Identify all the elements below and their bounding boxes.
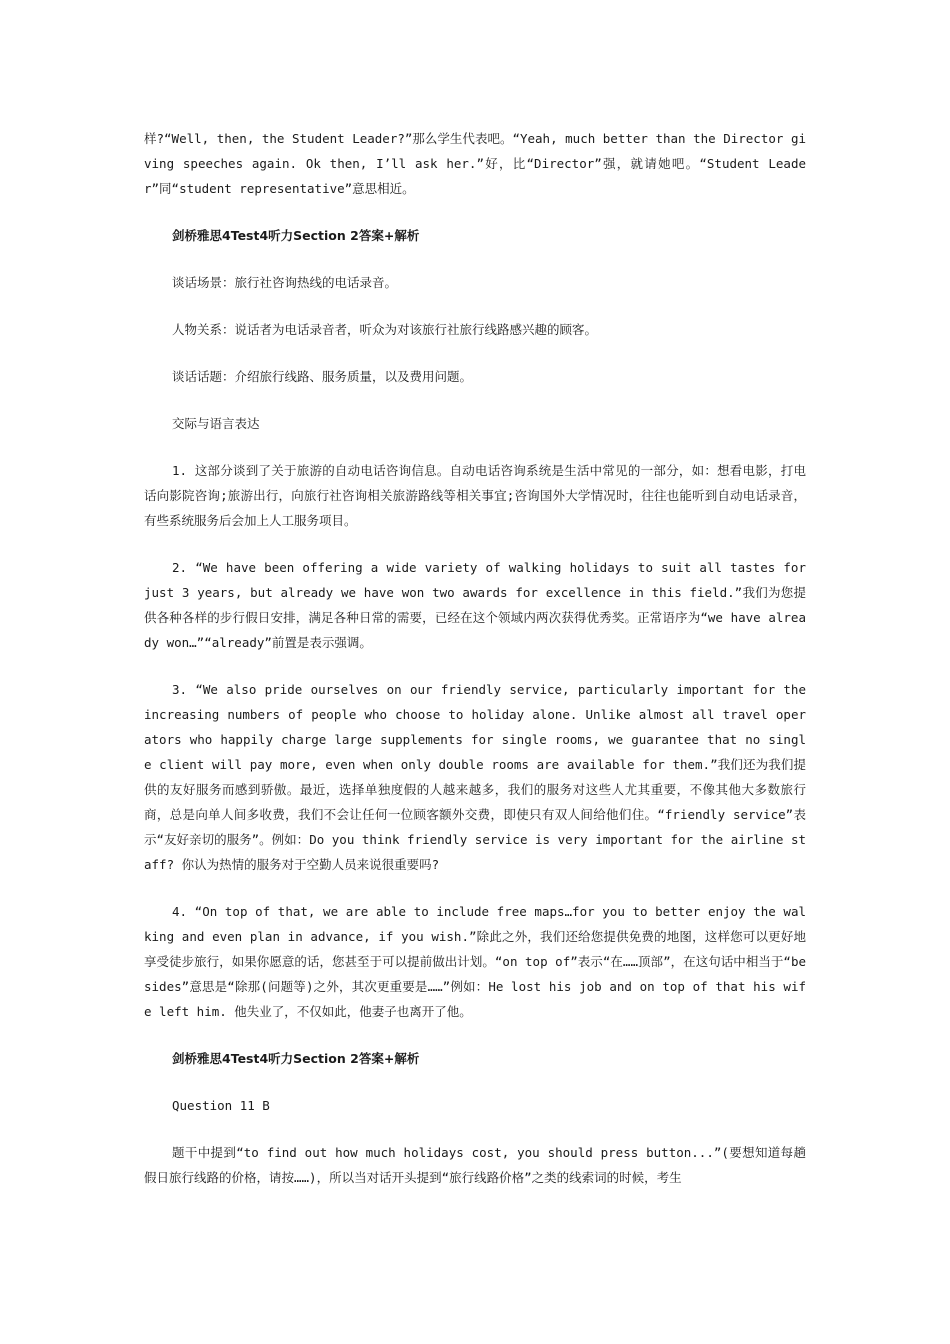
document-page bbox=[144, 126, 806, 1212]
communication-heading: 交际与语言表达 bbox=[172, 416, 260, 431]
scene-paragraph: 谈话场景：旅行社咨询热线的电话录音。 bbox=[172, 275, 398, 290]
item-2-paragraph: 2. “We have been offering a wide variety of walking holidays to suit all tastes for just 3 years, but already we have won two awards for excellence in this field.”我们为您提供各种各样的步行假日安排，满足各种日常的需要，已经在这个领域内两次获得优秀奖。正常语序为“we have already won…”“already”前置是表示强调。 bbox=[144, 560, 806, 650]
relation-paragraph: 人物关系：说话者为电话录音者，听众为对该旅行社旅行线路感兴趣的顾客。 bbox=[172, 322, 598, 337]
answers-heading: 剑桥雅思4Test4听力Section 2答案+解析 bbox=[172, 1051, 420, 1066]
item-4-paragraph: 4. “On top of that, we are able to include free maps…for you to better enjoy the walking and even plan in advance, if you wish.”除此之外，我们还给您提供免费的地图，这样您可以更好地享受徒步旅行，如果你愿意的话，您甚至于可以提前做出计划。“on top of”表示“在……顶部”，在这句话中相当于“besides”意思是“除那(问题等)之外，其次更重要是……”例如：He lost his job and on top of that his wife left him. 他失业了，不仅如此，他妻子也离开了他。 bbox=[144, 904, 806, 1019]
question-explanation: 题干中提到“to find out how much holidays cost, you should press button...”(要想知道每趟假日旅行线路的价格，请按……)，所以当对话开头提到“旅行线路价格”之类的线索词的时候，考生 bbox=[144, 1145, 806, 1185]
topic-paragraph: 谈话话题：介绍旅行线路、服务质量，以及费用问题。 bbox=[172, 369, 473, 384]
item-3-paragraph: 3. “We also pride ourselves on our friendly service, particularly important for the increasing numbers of people who choose to holiday alone. Unlike almost all travel operators who happily charge large supplements for single rooms, we guarantee that no single client will pay more, even when only double rooms are available for them.”我们还为我们提供的友好服务而感到骄傲。最近，选择单独度假的人越来越多，我们的服务对这些人尤其重要，不像其他大多数旅行商，总是向单人间多收费，我们不会让任何一位顾客额外交费，即使只有双人间给他们住。“friendly service”表示“友好亲切的服务”。例如：Do you think friendly service is very important for the airline staff? 你认为热情的服务对于空勤人员来说很重要吗? bbox=[144, 682, 806, 872]
question-label: Question 11 B bbox=[172, 1098, 270, 1113]
item-1-paragraph: 1. 这部分谈到了关于旅游的自动电话咨询信息。自动电话咨询系统是生活中常见的一部分，如：想看电影，打电话向影院咨询;旅游出行，向旅行社咨询相关旅游路线等相关事宜;咨询国外大学情况时，往往也能听到自动电话录音，有些系统服务后会加上人工服务项目。 bbox=[144, 463, 806, 528]
intro-paragraph: 样?“Well, then, the Student Leader?”那么学生代表吧。“Yeah, much better than the Director giving speeches again. Ok then, I’ll ask her.”好，比“Director”强，就请她吧。“Student Leader”同“student representative”意思相近。 bbox=[144, 131, 806, 196]
section-heading: 剑桥雅思4Test4听力Section 2答案+解析 bbox=[172, 228, 420, 243]
